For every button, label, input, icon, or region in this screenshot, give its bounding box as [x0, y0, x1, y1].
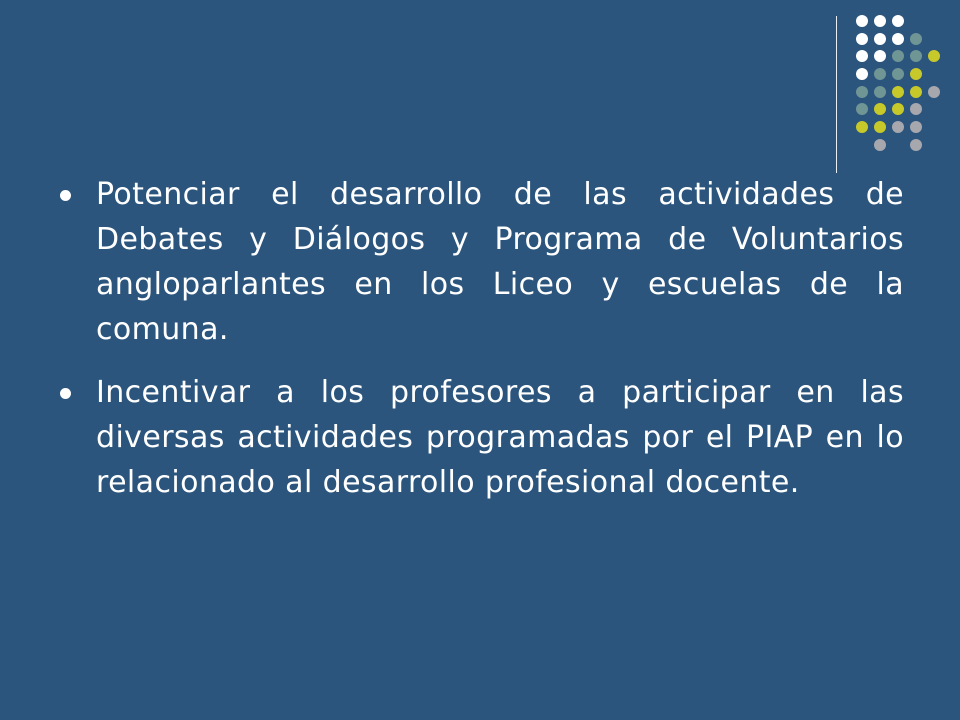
decorative-dot	[874, 121, 886, 133]
bullet-dot-icon	[60, 190, 71, 201]
decorative-dot	[910, 50, 922, 62]
decorative-dot	[910, 68, 922, 80]
decorative-dot	[892, 15, 904, 27]
decorative-dot	[910, 139, 922, 151]
bullet-item	[58, 172, 904, 352]
decorative-dot	[856, 121, 868, 133]
decorative-dot	[874, 15, 886, 27]
decorative-dot	[892, 50, 904, 62]
bullet-item	[58, 370, 904, 505]
decorative-dot	[874, 139, 886, 151]
decorative-dot	[892, 33, 904, 45]
bullet-dot-icon	[60, 388, 71, 399]
decorative-dot	[910, 33, 922, 45]
decorative-dot	[856, 103, 868, 115]
decorative-dot	[856, 33, 868, 45]
decorative-dot	[874, 33, 886, 45]
decorative-dot	[928, 50, 940, 62]
decorative-dot	[874, 103, 886, 115]
decorative-dot	[856, 15, 868, 27]
decorative-dot	[928, 86, 940, 98]
decorative-dot	[892, 103, 904, 115]
decorative-dot	[856, 50, 868, 62]
decorative-dot	[910, 86, 922, 98]
decorative-dot	[892, 86, 904, 98]
decorative-dot	[856, 86, 868, 98]
decorative-dot	[856, 68, 868, 80]
decorative-dot	[910, 103, 922, 115]
decorative-dot	[910, 121, 922, 133]
bullet-text: Incentivar a los profesores a participar en las diversas actividades programadas por el PIAP en lo relacionado al desarrollo profesional docente.	[96, 375, 904, 500]
bullet-text: Potenciar el desarrollo de las actividades de Debates y Diálogos y Programa de Voluntarios angloparlantes en los Liceo y escuelas de la comuna.	[96, 177, 904, 347]
decorative-dot	[892, 68, 904, 80]
decorative-dot	[892, 121, 904, 133]
decorative-dot	[874, 68, 886, 80]
bullet-list	[58, 172, 904, 505]
decorative-dot	[874, 50, 886, 62]
decorative-dot	[874, 86, 886, 98]
